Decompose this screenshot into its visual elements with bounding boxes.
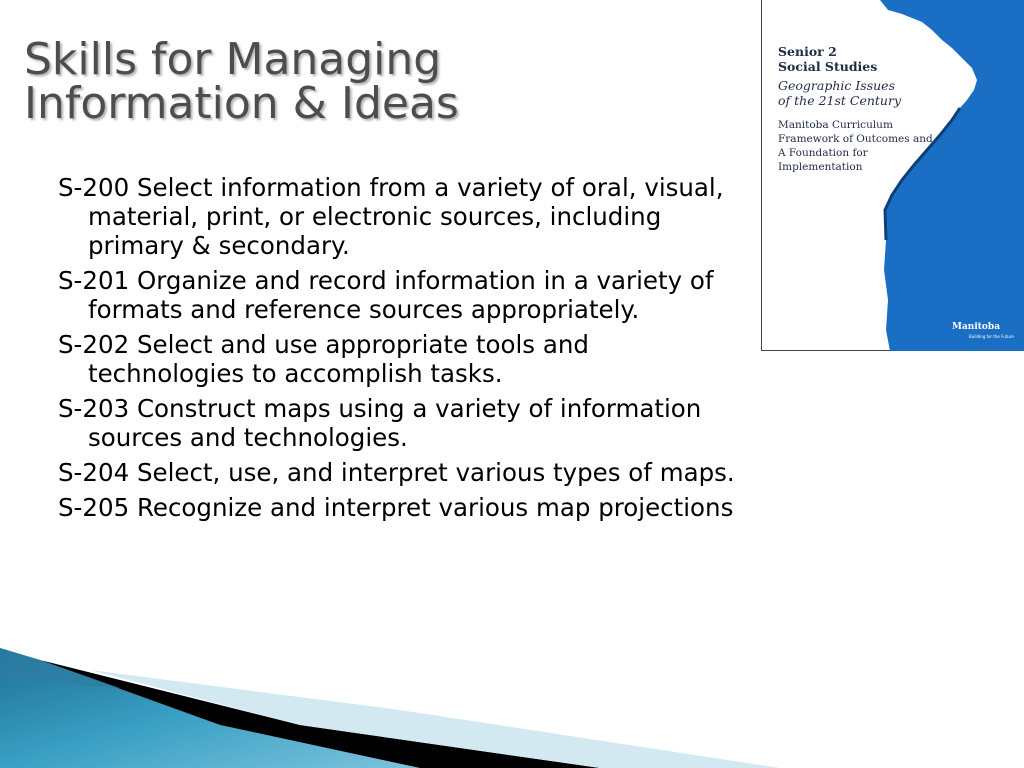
cover-course-title-1: Geographic Issues <box>778 78 895 93</box>
curriculum-cover-image <box>761 0 1024 351</box>
manitoba-logo-tagline: Building for the Future <box>969 334 1014 339</box>
outcome-item-s201: S-201 Organize and record information in a variety of formats and reference sources appropriately. <box>58 266 714 324</box>
outcome-item-s205: S-205 Recognize and interpret various map projections <box>58 493 734 522</box>
manitoba-logo: Manitoba <box>952 322 1001 332</box>
cover-course-title-2: of the 21st Century <box>778 93 902 108</box>
outcome-item-s200: S-200 Select information from a variety of oral, visual, material, print, or electronic sources, including primary & secondary. <box>58 173 724 260</box>
cover-text-block <box>778 44 958 174</box>
cover-desc-2: Framework of Outcomes and <box>778 133 933 145</box>
decorative-swoosh <box>0 640 1024 768</box>
cover-desc-4: Implementation <box>778 161 863 173</box>
outcome-item-s203: S-203 Construct maps using a variety of information sources and technologies. <box>58 394 702 452</box>
slide-title <box>24 34 744 129</box>
outcome-item-s202: S-202 Select and use appropriate tools and technologies to accomplish tasks. <box>58 330 589 388</box>
slide-title-line-2: Information & Ideas <box>24 78 459 129</box>
outcome-list <box>58 173 748 528</box>
cover-desc-1: Manitoba Curriculum <box>778 119 893 131</box>
cover-subject: Social Studies <box>778 59 878 74</box>
slide-title-line-1: Skills for Managing <box>24 34 442 85</box>
outcome-item-s204: S-204 Select, use, and interpret various types of maps. <box>58 458 735 487</box>
cover-grade: Senior 2 <box>778 44 837 59</box>
cover-desc-3: A Foundation for <box>778 147 868 159</box>
